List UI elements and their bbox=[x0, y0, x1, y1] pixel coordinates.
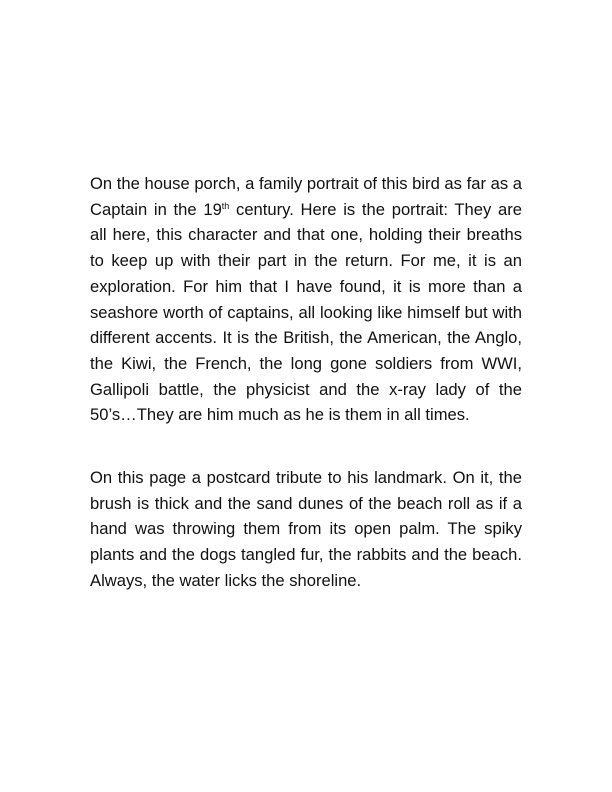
body-paragraph-1 bbox=[90, 171, 522, 428]
ordinal-superscript: th bbox=[221, 200, 230, 211]
paragraph-1-text-end: century. Here is the portrait: They are all here, this character and that one, holding their breaths to keep up with their part in the return. For me, it is an exploration. For him that I have found, it is more than a seashore worth of captains, all looking like himself but with different accents. It is the British, the American, the Anglo, the Kiwi, the French, the long gone soldiers from WWI, Gallipoli battle, the physicist and the x-ray lady of the 50’s…They are him much as he is them in all times. bbox=[90, 199, 522, 425]
body-paragraph-2: On this page a postcard tribute to his landmark. On it, the brush is thick and the sand dunes of the beach roll as if a hand was throwing them from its open palm. The spiky plants and the dogs tangled fur, the rabbits and the beach. Always, the water licks the shoreline. bbox=[90, 468, 522, 590]
paragraph-1-text-start: On the house porch, a family portrait of this bird as far as a Captain in the 19 bbox=[90, 174, 522, 219]
